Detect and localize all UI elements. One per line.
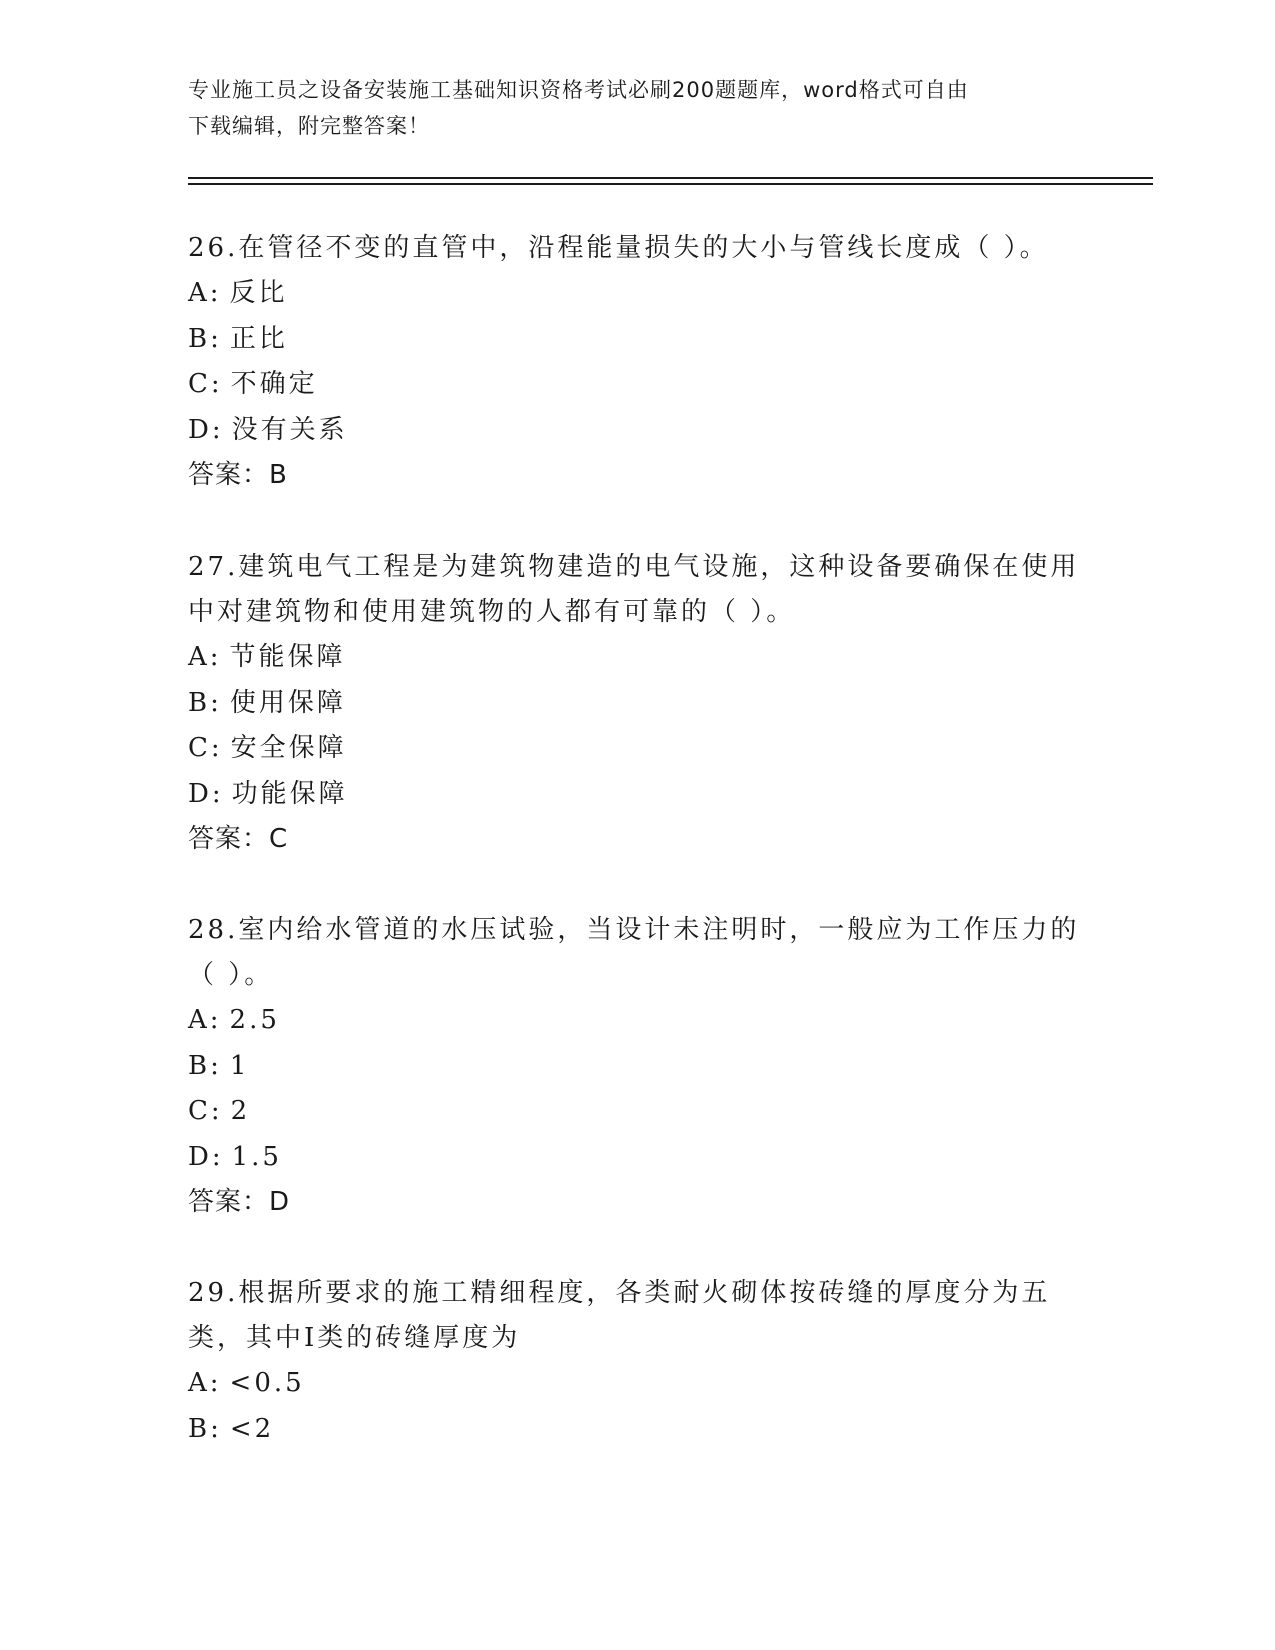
option-letter: C: (188, 369, 223, 399)
option-d (188, 1135, 1088, 1181)
option-text: 节能保障 (229, 642, 346, 672)
option-c (188, 726, 1088, 772)
option-text: 没有关系 (231, 414, 348, 445)
option-letter: A: (188, 642, 222, 672)
option-text: 1.5 (231, 1141, 282, 1172)
option-b (188, 317, 1088, 363)
option-letter: C: (188, 1096, 223, 1126)
document-header (188, 72, 1088, 144)
answer-label: 答案：D (188, 1187, 291, 1217)
option-c (188, 362, 1088, 408)
header-divider-bottom (188, 183, 1153, 185)
answer-label: 答案：B (188, 460, 288, 490)
option-letter: D: (188, 778, 224, 809)
header-divider-top (188, 177, 1153, 179)
question-stem: 26.在管径不变的直管中，沿程能量损失的大小与管线长度成（ ）。 (188, 233, 1049, 263)
header-line-1: 专业施工员之设备安装施工基础知识资格考试必刷200题题库，word格式可自由 (188, 78, 969, 102)
option-text: 使用保障 (229, 687, 346, 718)
option-b (188, 681, 1088, 727)
option-d (188, 772, 1088, 818)
option-letter: B: (188, 1050, 222, 1081)
question-stem: 28.室内给水管道的水压试验，当设计未注明时，一般应为工作压力的（ ）。 (188, 915, 1080, 990)
option-text: 正比 (229, 323, 288, 354)
option-letter: B: (188, 1413, 222, 1444)
answer-label: 答案：C (188, 824, 289, 854)
option-text: 1 (229, 1050, 250, 1081)
option-b (188, 1044, 1088, 1090)
question-stem: 27.建筑电气工程是为建筑物建造的电气设施，这种设备要确保在使用中对建筑物和使用建筑物的人都有可靠的（ ）。 (188, 552, 1080, 627)
option-letter: D: (188, 1141, 224, 1172)
option-letter: D: (188, 414, 224, 445)
option-letter: B: (188, 687, 222, 718)
option-text: 2 (230, 1096, 251, 1126)
option-b (188, 1407, 1088, 1453)
option-a (188, 998, 1088, 1044)
option-a (188, 635, 1088, 681)
option-letter: C: (188, 733, 223, 763)
option-letter: A: (188, 1005, 222, 1035)
question-29 (188, 1271, 1088, 1452)
option-letter: A: (188, 278, 222, 308)
option-text: 功能保障 (231, 778, 348, 809)
option-text: 安全保障 (230, 733, 347, 763)
option-c (188, 1089, 1088, 1135)
option-a (188, 271, 1088, 317)
header-line-2: 下载编辑，附完整答案！ (188, 114, 430, 138)
question-27 (188, 545, 1088, 862)
question-stem: 29.根据所要求的施工精细程度，各类耐火砌体按砖缝的厚度分为五类，其中Ⅰ类的砖缝厚度为 (188, 1278, 1051, 1353)
option-text: 2.5 (229, 1005, 280, 1035)
option-letter: B: (188, 323, 222, 354)
option-text: 不确定 (230, 369, 318, 399)
question-28 (188, 908, 1088, 1225)
question-26 (188, 226, 1088, 498)
option-text: 反比 (229, 278, 288, 308)
option-d (188, 408, 1088, 454)
option-text: <0.5 (229, 1368, 305, 1398)
option-letter: A: (188, 1368, 222, 1398)
option-a (188, 1361, 1088, 1407)
option-text: <2 (229, 1413, 275, 1444)
